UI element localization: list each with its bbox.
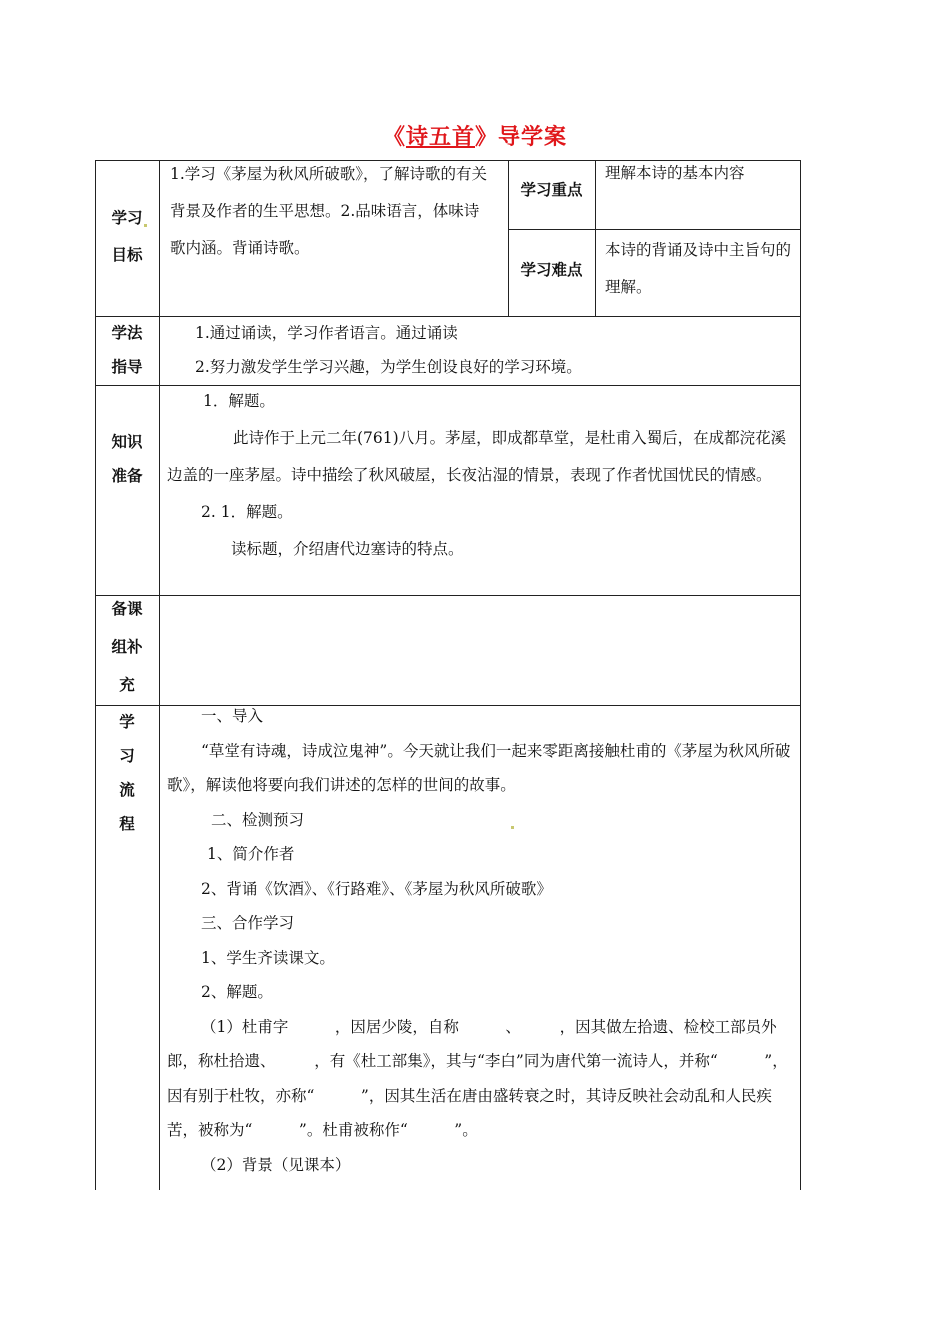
supplement-label-line: 备课 xyxy=(111,600,143,618)
stray-mark xyxy=(144,224,147,227)
worksheet-table xyxy=(95,160,801,1190)
method-label-line2: 指导 xyxy=(111,358,143,376)
method-line: 2.努力激发学生学习兴趣，为学生创设良好的学习环境。 xyxy=(195,358,582,376)
knowledge-line: 读标题，介绍唐代边塞诗的特点。 xyxy=(231,540,464,558)
knowledge-label-line2: 准备 xyxy=(111,467,143,485)
page-title xyxy=(0,120,950,151)
process-line: 二、检测预习 xyxy=(211,810,305,829)
process-line: 一、导入 xyxy=(201,707,264,725)
process-label-char: 程 xyxy=(119,815,135,833)
process-label-char: 学 xyxy=(119,713,135,731)
process-line: 1、简介作者 xyxy=(207,845,295,863)
title-suffix: 》导学案 xyxy=(475,125,568,150)
knowledge-label xyxy=(95,425,159,493)
table-border-right xyxy=(800,160,801,1190)
row-divider-key xyxy=(508,229,801,230)
process-line: 1、学生齐读课文。 xyxy=(201,948,335,967)
stray-mark xyxy=(511,826,514,829)
difficulty-label: 学习难点 xyxy=(520,261,583,279)
knowledge-label-line1: 知识 xyxy=(111,433,143,451)
knowledge-paragraph: 此诗作于上元二年(761)八月。茅屋，即成都草堂，是杜甫入蜀后，在成都浣花溪边盖的一座茅屋。诗中描绘了秋风破屋，长夜沾湿的情景，表现了作者忧国忧民的情感。 xyxy=(167,429,787,484)
objectives-label xyxy=(95,200,159,274)
knowledge-line: 2. 1．解题。 xyxy=(201,503,293,521)
supplement-label-line: 充 xyxy=(119,676,135,694)
objectives-text xyxy=(170,156,490,267)
difficulty-text: 本诗的背诵及诗中主旨句的理解。 xyxy=(605,241,792,296)
process-label xyxy=(95,705,159,841)
supplement-label-line: 组补 xyxy=(111,638,143,656)
row-divider-3 xyxy=(95,595,801,596)
process-paragraph: “草堂有诗魂，诗成泣鬼神”。今天就让我们一起来零距离接触杜甫的《茅屋为秋风所破歌》，解读他将要向我们讲述的怎样的世间的故事。 xyxy=(167,741,791,794)
method-text xyxy=(195,316,795,384)
key-label-divider xyxy=(595,160,596,316)
process-line: （2）背景（见课本） xyxy=(201,1155,351,1174)
knowledge-line: 1．解题。 xyxy=(203,392,275,410)
objectives-text-body: 1.学习《茅屋为秋风所破歌》，了解诗歌的有关背景及作者的生平思想。2.品味语言，体味诗歌内涵。背诵诗歌。 xyxy=(170,165,488,257)
method-line: 1.通过诵读，学习作者语言。通过诵读 xyxy=(195,324,458,342)
process-text xyxy=(167,699,793,1182)
knowledge-text xyxy=(167,383,793,568)
supplement-label xyxy=(95,590,159,704)
title-bracket-open: 《 xyxy=(382,125,406,150)
process-label-char: 习 xyxy=(119,747,135,765)
label-column-divider xyxy=(159,160,160,1190)
objectives-label-line1: 学习 xyxy=(111,209,143,227)
key-label: 学习重点 xyxy=(520,181,583,199)
process-line: 2、背诵《饮酒》、《行路难》、《茅屋为秋风所破歌》 xyxy=(201,879,552,898)
method-label-line1: 学法 xyxy=(111,324,143,342)
objectives-label-line2: 目标 xyxy=(111,246,143,264)
process-label-char: 流 xyxy=(119,781,135,799)
process-line: 2、解题。 xyxy=(201,983,273,1001)
process-paragraph: （1）杜甫字 ，因居少陵，自称 、 ，因其做左拾遗、检校工部员外郎，称杜拾遗、 ，有《杜工部集》，其与“李白”同为唐代第一流诗人，并称“ ”，因有别于杜牧，亦称“ ”，因其生活在唐由盛转衰之时，其诗反映社会动乱和人民疾苦，被称为“ ”。杜甫被称作“ ”。 xyxy=(167,1017,788,1139)
key-text: 理解本诗的基本内容 xyxy=(605,164,745,182)
process-line: 三、合作学习 xyxy=(201,914,295,932)
method-label xyxy=(95,316,159,384)
title-main: 诗五首 xyxy=(405,125,475,150)
